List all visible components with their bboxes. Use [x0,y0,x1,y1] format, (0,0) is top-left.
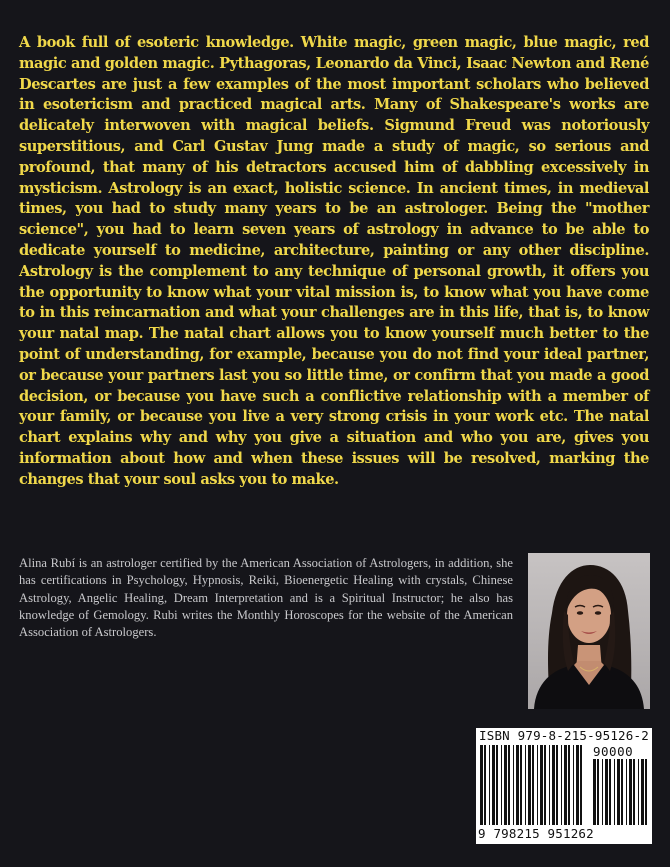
barcode-number: 9 798215 951262 [478,826,594,841]
author-bio: Alina Rubí is an astrologer certified by the American Association of Astrologers, in addition, she has certifications in Psychology, Hypnosis, Reiki, Bioenergetic Healing with crystals, Chinese Astrology, Angelic Healing, Dream Interpretation and is a Spiritual Instructor; he also has knowledge of Gemology. Rubi writes the Monthly Horoscopes for the website of the American Association of Astrologers. [19,556,513,640]
author-portrait-image [528,553,650,709]
author-photo [528,553,650,709]
price-code: 90000 [593,744,634,759]
isbn-barcode [476,728,652,844]
isbn-label: ISBN 979-8-215-95126-2 [479,728,649,743]
back-cover-blurb: A book full of esoteric knowledge. White magic, green magic, blue magic, red magic and golden magic. Pythagoras, Leonardo da Vinci, Isaac Newton and René Descartes are just a few examples of the most important scholars who believed in esotericism and practiced magical arts. Many of Shakespeare's works are delicately interwoven with magical beliefs. Sigmund Freud was notoriously superstitious, and Carl Gustav Jung made a study of magic, so serious and profound, that many of his detractors accused him of dabbling excessively in mysticism. Astrology is an exact, holistic science. In ancient times, in medieval times, you had to study many years to be an astrologer. Being the "mother science", you had to learn seven years of astrology in advance to be able to dedicate yourself to medicine, architecture, painting or any other discipline. Astrology is the complement to any technique of personal growth, it offers you the opportunity to know what your vital mission is, to know what you have come to in this reincarnation and what your challenges are in this life, that is, to know your natal map. The natal chart allows you to know yourself much better to the point of understanding, for example, because you do not find your ideal partner, or because your partners last you so little time, or confirm that you made a good decision, or because you have such a conflictive relationship with a member of your family, or because you live a very strong crisis in your work etc. The natal chart explains why and why you give a situation and who you are, gives you information about how and when these issues will be resolved, marking the changes that your soul asks you to make. [19,34,649,488]
